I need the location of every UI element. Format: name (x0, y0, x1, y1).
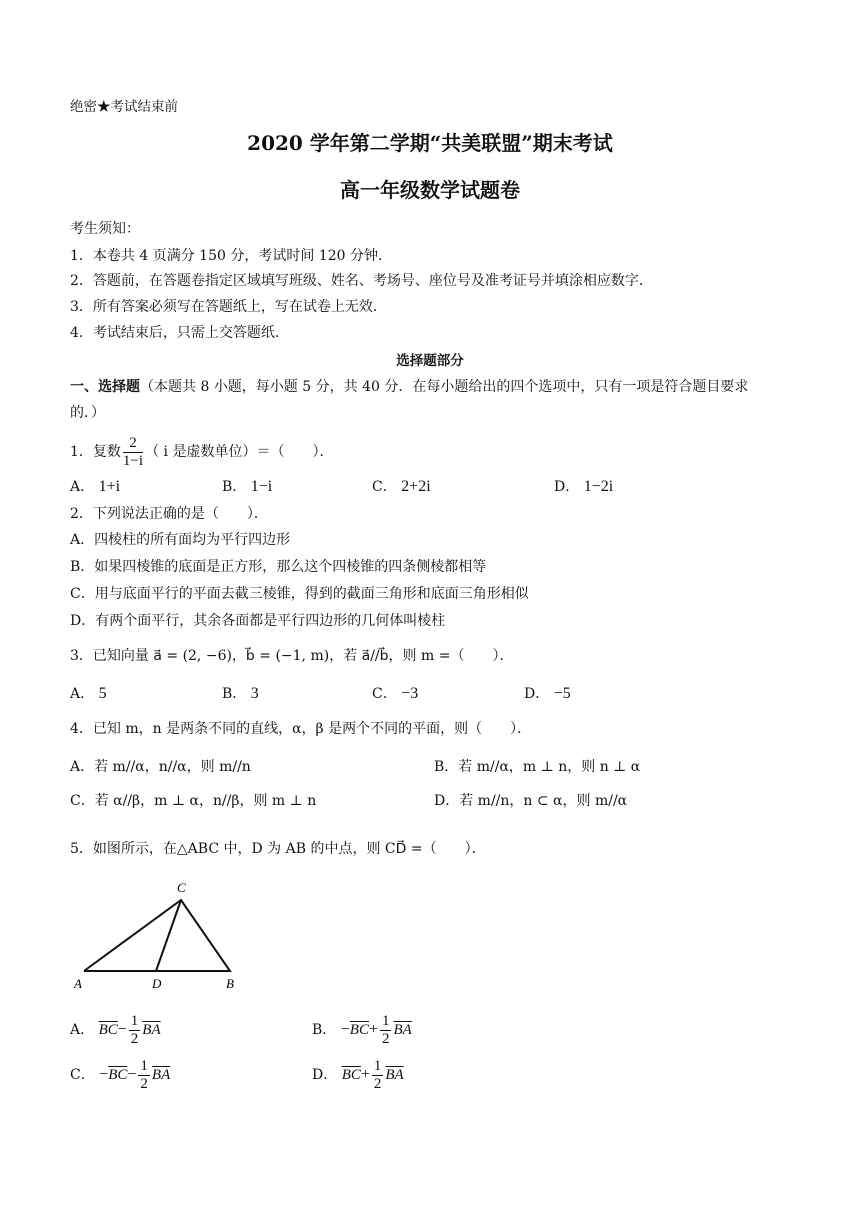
q2-option-c: C．用与底面平行的平面去截三棱锥，得到的截面三角形和底面三角形相似 (70, 586, 529, 602)
question-1-stem (70, 432, 333, 472)
label-d: D (152, 976, 162, 991)
q1-frac-den: 1−i (122, 452, 144, 469)
q1-fraction (123, 435, 143, 470)
q1-option-a: A． 1+i (70, 478, 121, 495)
q5-option-a: A． $\overline{BC}$ − $\frac{1}{2}$ $\overline{BA}$ (70, 1012, 161, 1047)
question-3-stem: 3．已知向量 a⃗ = (2, −6)，b⃗ = (−1, m)，若 a⃗//b⃗，则 m =（ ）． (70, 648, 514, 664)
part-desc-cont: 的．） (70, 405, 105, 421)
q2-option-d: D．有两个面平行，其余各面都是平行四边形的几何体叫棱柱 (70, 613, 446, 629)
section-title: 选择题部分 (396, 353, 464, 369)
q4-option-b: B．若 m//α，m ⊥ n，则 n ⊥ α (434, 759, 641, 775)
part-label: 一、选择题 (70, 379, 140, 395)
q1-option-b: B． 1−i (222, 478, 273, 495)
q1-option-c: C． 2+2i (372, 478, 431, 495)
question-2-stem: 2．下列说法正确的是（ ）． (70, 506, 268, 522)
q5-option-c: C． − $\overline{BC}$ − $\frac{1}{2}$ $\overline{BA}$ (70, 1057, 171, 1092)
q3-option-b: B． 3 (222, 685, 259, 702)
q4-option-a: A．若 m//α，n//α，则 m//n (70, 759, 251, 775)
triangle-abc (84, 900, 230, 971)
q2-option-b: B．如果四棱锥的底面是正方形，那么这个四棱锥的四条侧棱都相等 (70, 559, 487, 575)
notice-item: 4．考试结束后，只需上交答题纸． (70, 325, 289, 341)
q5-option-b: B． − $\overline{BC}$ + $\frac{1}{2}$ $\overline{BA}$ (312, 1012, 412, 1047)
part-heading (70, 378, 748, 396)
exam-title: 2020 学年第二学期“共美联盟”期末考试 (247, 131, 613, 155)
notice-item: 2．答题前，在答题卷指定区域填写班级、姓名、考场号、座位号及准考证号并填涂相应数字． (70, 273, 653, 289)
triangle-figure (70, 878, 250, 998)
q5-option-d: D． $\overline{BC}$ + $\frac{1}{2}$ $\overline{BA}$ (312, 1057, 404, 1092)
q1-frac-num: 2 (123, 435, 143, 453)
q3-option-a: A． 5 (70, 685, 107, 702)
exam-subtitle: 高一年级数学试题卷 (340, 178, 520, 202)
label-b: B (226, 976, 234, 991)
q4-option-d: D．若 m//n，n ⊂ α，则 m//α (434, 793, 628, 809)
label-c: C (177, 880, 186, 895)
notice-item: 3．所有答案必须写在答题纸上，写在试卷上无效． (70, 299, 387, 315)
median-cd (156, 900, 181, 971)
q1-stem-a: 1．复数 (70, 444, 121, 460)
part-desc: （本题共 8 小题，每小题 5 分，共 40 分．在每小题给出的四个选项中，只有一项是符合题目要求 (140, 379, 749, 395)
question-5-stem: 5．如图所示，在△ABC 中，D 为 AB 的中点，则 CD⃗ =（ ）． (70, 841, 486, 857)
q4-option-c: C．若 α//β，m ⊥ α，n//β，则 m ⊥ n (70, 793, 317, 809)
confidential-mark: 绝密★考试结束前 (70, 99, 178, 115)
notice-item: 1．本卷共 4 页满分 150 分，考试时间 120 分钟． (70, 248, 392, 264)
question-4-stem: 4．已知 m，n 是两条不同的直线，α，β 是两个不同的平面，则（ ）． (70, 721, 532, 737)
label-a: A (74, 976, 82, 991)
q1-stem-b: （ i 是虚数单位）＝（ ）． (145, 444, 334, 460)
notice-heading: 考生须知： (70, 221, 140, 237)
q3-option-c: C． −3 (372, 685, 419, 702)
q2-option-a: A．四棱柱的所有面均为平行四边形 (70, 532, 291, 548)
q1-option-d: D． 1−2i (554, 478, 614, 495)
q3-option-d: D． −5 (524, 685, 571, 702)
